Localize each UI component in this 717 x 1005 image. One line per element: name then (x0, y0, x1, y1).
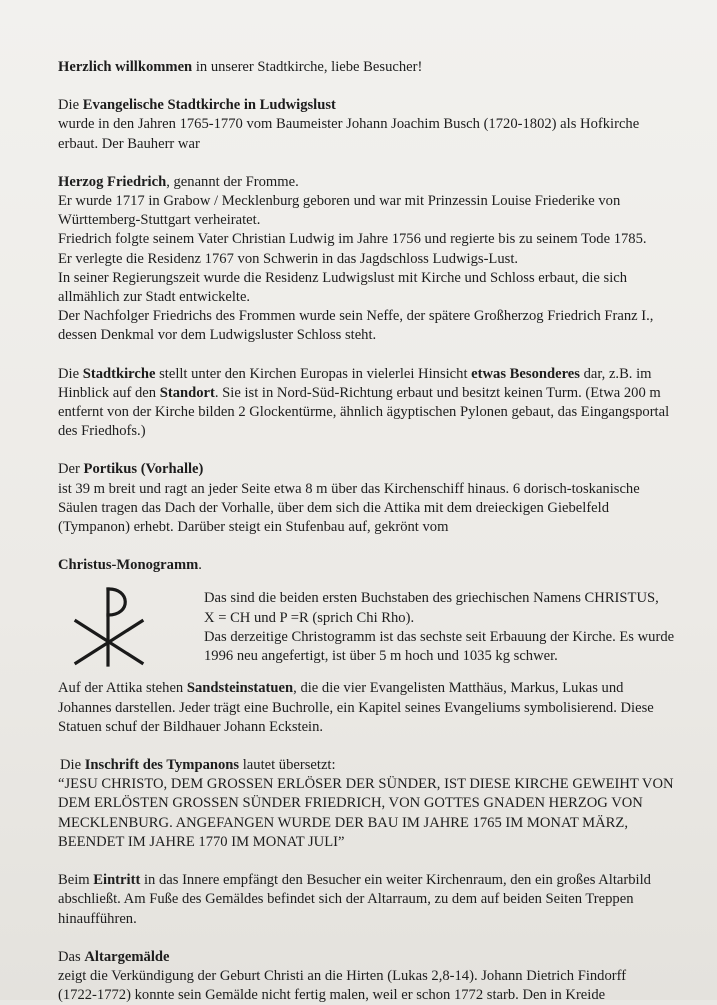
inschrift-heading: Die Inschrift des Tympanons lautet übersetzt: (60, 757, 336, 774)
stadtkirche-line: des Friedhofs.) (58, 423, 146, 440)
attika-line: Statuen schuf der Bildhauer Johann Eckstein. (58, 718, 324, 735)
eintritt-line: hinaufführen. (58, 910, 137, 927)
document-body (58, 58, 688, 1005)
duke-line: Der Nachfolger Friedrichs des Frommen wurde sein Neffe, der spätere Großherzog Friedrich Franz I., (58, 308, 654, 325)
attika-line: Johannes darstellen. Jeder trägt eine Buchrolle, ein Kapitel seines Evangeliums symbolisierend. Diese (58, 699, 654, 716)
portikus-heading: Der Portikus (Vorhalle) (58, 461, 204, 478)
monogram-line: X = CH und P =R (sprich Chi Rho). (204, 609, 415, 626)
monogram-line: Das sind die beiden ersten Buchstaben des griechischen Namens CHRISTUS, (204, 590, 659, 607)
altar-line: (1722-1772) konnte sein Gemälde nicht fertig malen, weil er schon 1772 starb. Den in Kreide (58, 987, 606, 1004)
stadtkirche-line: entfernt von der Kirche bilden 2 Glockentürme, ähnlich ägyptischen Pylonen gebaut, das Eingangsportal (58, 404, 670, 421)
duke-line: dessen Denkmal vor dem Ludwigsluster Schloss steht. (58, 327, 377, 344)
duke-line: In seiner Regierungszeit wurde die Residenz Ludwigslust mit Kirche und Schloss erbaut, die sich (58, 269, 628, 286)
welcome-line: Herzlich willkommen in unserer Stadtkirche, liebe Besucher! (58, 59, 423, 75)
inscription-line: MECKLENBURG. ANGEFANGEN WURDE DER BAU IM JAHRE 1765 IM MONAT MÄRZ, (58, 814, 628, 831)
church-line: wurde in den Jahren 1765-1770 vom Baumeister Johann Joachim Busch (1720-1802) als Hofkirche (58, 116, 640, 133)
eintritt-line: Beim Eintritt in das Innere empfängt den Besucher ein weiter Kirchenraum, den ein großes Altarbild (58, 872, 651, 889)
monogram-explanation (204, 589, 684, 666)
portikus-line: ist 39 m breit und ragt an jeder Seite etwa 8 m über das Kirchenschiff hinaus. 6 dorisch-toskanische (58, 480, 640, 497)
duke-line: allmählich zur Stadt entwickelte. (58, 289, 251, 306)
christus-heading: Christus-Monogramm. (58, 557, 202, 574)
eintritt-line: abschließt. Am Fuße des Gemäldes befindet sich der Altarraum, zu dem auf beiden Seiten Treppen (58, 891, 634, 908)
duke-heading: Herzog Friedrich, genannt der Fromme. (58, 173, 299, 190)
duke-line: Friedrich folgte seinem Vater Christian Ludwig im Jahre 1756 und regierte bis zu seinem Tode 1785. (58, 231, 647, 248)
altar-heading: Das Altargemälde (58, 948, 170, 965)
portikus-line: (Tympanon) erhebt. Darüber steigt ein Stufenbau auf, gekrönt vom (58, 519, 449, 536)
monogram-line: Das derzeitige Christogramm ist das sechste seit Erbauung der Kirche. Es wurde (204, 628, 675, 645)
stadtkirche-line: Die Stadtkirche stellt unter den Kirchen Europas in vielerlei Hinsicht etwas Besonderes dar, z.B. im (58, 365, 652, 382)
attika-line: Auf der Attika stehen Sandsteinstatuen, die die vier Evangelisten Matthäus, Markus, Lukas und (58, 680, 624, 697)
church-heading: Die Evangelische Stadtkirche in Ludwigslust (58, 97, 336, 114)
duke-line: Er verlegte die Residenz 1767 von Schwerin in das Jagdschloss Ludwigs-Lust. (58, 250, 519, 267)
portikus-line: Säulen tragen das Dach der Vorhalle, über dem sich die Attika mit dem dreieckigen Giebelfeld (58, 499, 610, 516)
duke-line: Er wurde 1717 in Grabow / Mecklenburg geboren und war mit Prinzessin Louise Friederike von (58, 193, 621, 210)
monogram-section (58, 581, 688, 667)
duke-line: Württemberg-Stuttgart verheiratet. (58, 212, 261, 229)
monogram-line: 1996 neu angefertigt, ist über 5 m hoch und 1035 kg schwer. (204, 648, 558, 665)
inscription-line: BEENDET IM JAHRE 1770 IM MONAT JULI” (58, 833, 345, 850)
inscription-line: DEM ERLÖSTEN GROSSEN SÜNDER FRIEDRICH, VON GOTTES GNADEN HERZOG VON (58, 795, 643, 812)
altar-line: zeigt die Verkündigung der Geburt Christi an die Hirten (Lukas 2,8-14). Johann Dietrich Findorff (58, 967, 627, 984)
chi-rho-monogram-icon (70, 585, 152, 667)
inscription-line: “JESU CHRISTO, DEM GROSSEN ERLÖSER DER SÜNDER, IST DIESE KIRCHE GEWEIHT VON (58, 776, 674, 793)
stadtkirche-line: Hinblick auf den Standort. Sie ist in Nord-Süd-Richtung erbaut und besitzt keinen Turm. (Etwa 200 m (58, 384, 661, 401)
church-line: erbaut. Der Bauherr war (58, 135, 200, 152)
